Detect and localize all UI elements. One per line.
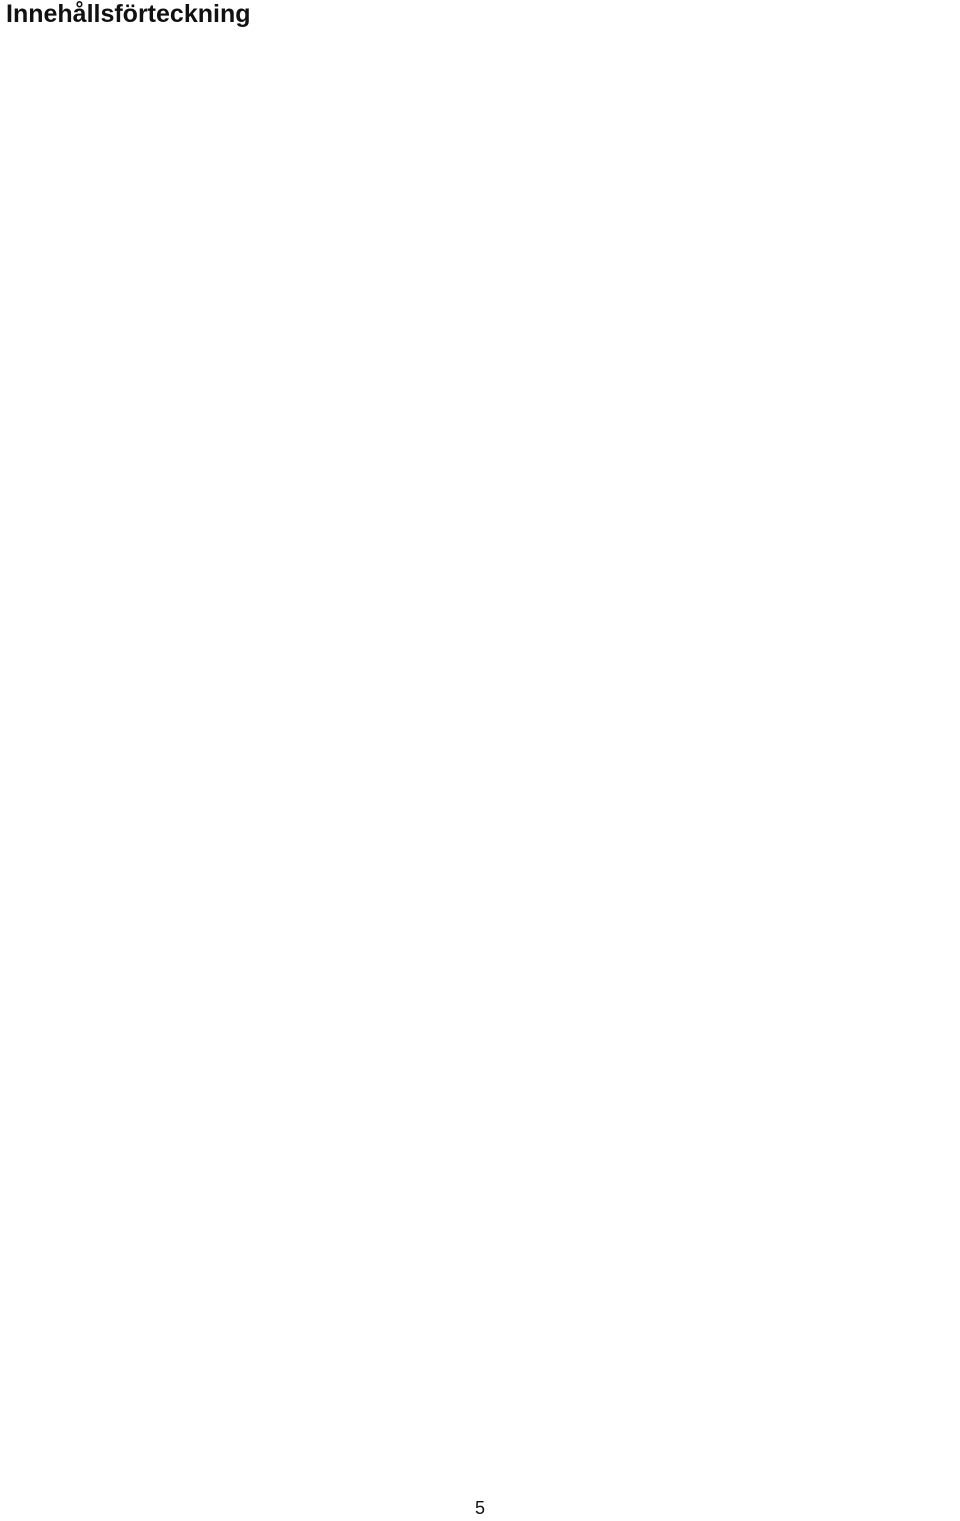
page-number: 5 — [474, 1498, 485, 1518]
toc-heading: Innehållsförteckning — [6, 0, 251, 28]
